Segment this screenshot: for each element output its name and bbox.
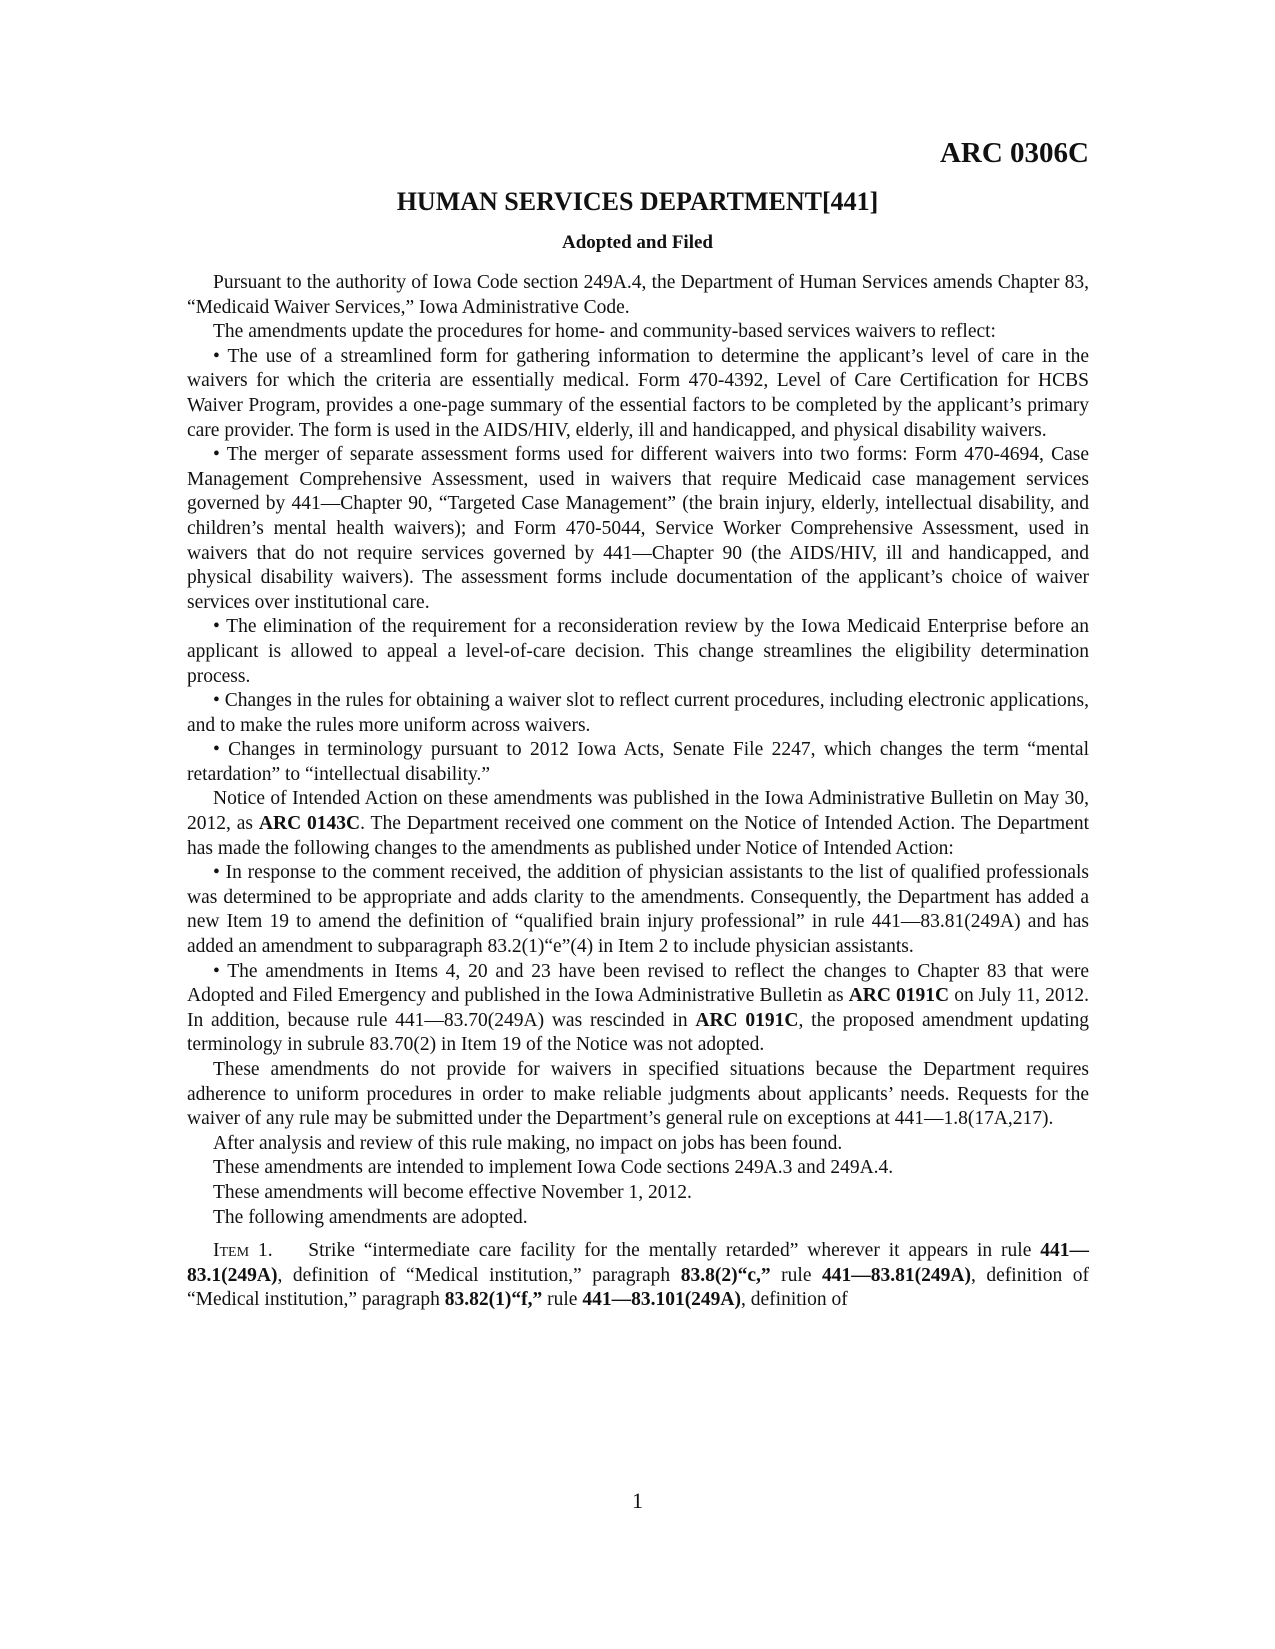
- rule-reference: 441—83.81(249A): [822, 1264, 971, 1286]
- arc-reference: ARC 0143C: [258, 813, 361, 835]
- paragraph-notice: [187, 787, 1089, 861]
- filing-status: Adopted and Filed: [562, 232, 713, 253]
- paragraph-implementation: These amendments are intended to implement Iowa Code sections 249A.3 and 249A.4.: [213, 1157, 894, 1179]
- paragraph-purpose: The amendments update the procedures for home- and community-based services waivers to reflect:: [213, 321, 996, 343]
- paragraph-waivers: These amendments do not provide for waivers in specified situations because the Department requires adherence to uniform procedures in order to make reliable judgments about applicants’ needs. Requests for the waiver of any rule may be submitted under the Department’s general rule on exceptions at 441—1.8(17A,217).: [187, 1059, 1089, 1130]
- notice-text-a: Notice of Intended Action on these amendments was published in the Iowa Administrative Bulletin on May 30, 2012, as: [187, 788, 1089, 835]
- item-label: Item 1.: [213, 1240, 273, 1262]
- bullet-assessment-merger: • The merger of separate assessment forms used for different waivers into two forms: Form 470-4694, Case Management Comprehensive Assessment, used in waivers that require Medicaid case management services governed by 441—Chapter 90, “Targeted Case Management” (the brain injury, elderly, intellectual disability, and children’s mental health waivers); and Form 470-5044, Service Worker Comprehensive Assessment, used in waivers that do not require services governed by 441—Chapter 90 (the AIDS/HIV, ill and handicapped, and physical disability waivers). The assessment forms include documentation of the applicant’s choice of waiver services over institutional care.: [187, 444, 1089, 613]
- item-text: , definition of “Medical institution,” paragraph: [187, 1264, 1089, 1311]
- document-body: [187, 271, 1089, 1313]
- item-text: rule: [542, 1289, 583, 1311]
- paragraph-authority: Pursuant to the authority of Iowa Code section 249A.4, the Department of Human Services amends Chapter 83, “Medicaid Waiver Services,” Iowa Administrative Code.: [187, 272, 1089, 318]
- bullet-streamlined-form: • The use of a streamlined form for gathering information to determine the applicant’s level of care in the waivers for which the criteria are essentially medical. Form 470-4392, Level of Care Certification for HCBS Waiver Program, provides a one-page summary of the essential factors to be completed by the applicant’s primary care provider. The form is used in the AIDS/HIV, elderly, ill and handicapped, and physical disability waivers.: [187, 345, 1089, 441]
- rule-reference: 441—83.1(249A): [187, 1240, 1090, 1286]
- item-text: , definition of: [741, 1289, 848, 1311]
- item-1: [187, 1239, 1089, 1313]
- rule-reference: 441—83.101(249A): [582, 1289, 742, 1311]
- page-number: 1: [632, 1488, 643, 1513]
- paragraph-jobs-impact: After analysis and review of this rule making, no impact on jobs has been found.: [213, 1132, 843, 1154]
- item-text: , definition of “Medical institution,” paragraph: [277, 1264, 681, 1286]
- rule-reference: 83.82(1)“f,”: [444, 1289, 543, 1311]
- bullet-waiver-slot: • Changes in the rules for obtaining a waiver slot to reflect current procedures, including electronic applications, and to make the rules more uniform across waivers.: [187, 690, 1089, 736]
- paragraph-adopted: The following amendments are adopted.: [213, 1206, 528, 1228]
- arc-reference: ARC 0191C: [695, 1009, 799, 1031]
- bullet-reconsideration: • The elimination of the requirement for a reconsideration review by the Iowa Medicaid Enterprise before an applicant is allowed to appeal a level-of-care decision. This change streamlines the eligibility determination process.: [187, 616, 1089, 687]
- bullet-physician-assistants: • In response to the comment received, the addition of physician assistants to the list of qualified professionals was determined to be appropriate and adds clarity to the amendments. Consequently, the Department has added a new Item 19 to amend the definition of “qualified brain injury professional” in rule 441—83.81(249A) and has added an amendment to subparagraph 83.2(1)“e”(4) in Item 2 to include physician assistants.: [187, 862, 1089, 958]
- rule-reference: 83.8(2)“c,”: [680, 1264, 771, 1286]
- item-text: Strike “intermediate care facility for the mentally retarded” wherever it appears in rule: [308, 1240, 1041, 1262]
- arc-number: ARC 0306C: [939, 137, 1089, 169]
- paragraph-effective-date: These amendments will become effective November 1, 2012.: [213, 1181, 692, 1203]
- department-title: HUMAN SERVICES DEPARTMENT[441]: [396, 187, 879, 216]
- revisions-text-b: on July 11, 2012. In addition, because rule 441—83.70(249A) was rescinded in: [187, 985, 1089, 1031]
- revisions-text-c: , the proposed amendment updating terminology in subrule 83.70(2) in Item 19 of the Notice was not adopted.: [187, 1009, 1089, 1056]
- item-text: rule: [770, 1264, 823, 1286]
- notice-text-b: . The Department received one comment on the Notice of Intended Action. The Department has made the following changes to the amendments as published under Notice of Intended Action:: [187, 813, 1089, 859]
- bullet-revisions: [187, 960, 1089, 1058]
- arc-reference: ARC 0191C: [848, 985, 950, 1007]
- bullet-terminology: • Changes in terminology pursuant to 2012 Iowa Acts, Senate File 2247, which changes the term “mental retardation” to “intellectual disability.”: [187, 739, 1089, 785]
- revisions-text-a: • The amendments in Items 4, 20 and 23 have been revised to reflect the changes to Chapter 83 that were Adopted and Filed Emergency and published in the Iowa Administrative Bulletin as: [187, 960, 1089, 1007]
